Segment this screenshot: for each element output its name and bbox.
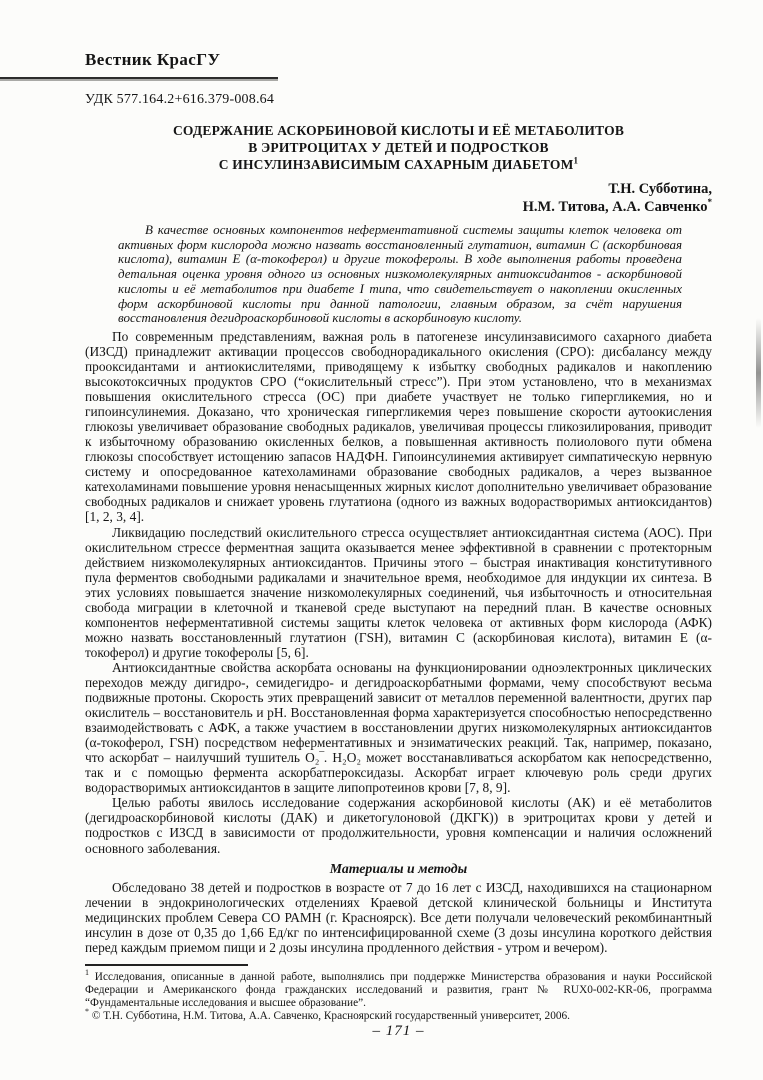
methods-paragraph: Обследовано 38 детей и подростков в возрасте от 7 до 16 лет с ИЗСД, находившихся на стационарном лечении в эндокринологических отделениях Краевой детской клинической больницы и Института медицинских проблем Севера СО РАМН (г. Красноярск). Все дети получали человеческий рекомбинантный инсулин в дозе от 0,35 до 1,66 Ед/кг по интенсифицированной схеме (3 дозы инсулина короткого действия перед каждым приемом пищи и 2 дозы инсулина продленного действия - утром и вечером).	[85, 879, 712, 955]
abstract-text: В качестве основных компонентов неферментативной системы защиты клеток человека от активных форм кислорода можно назвать восстановленный глутатион, витамин С (аскорбиновая кислота), витамин Е (α-токоферол) и другие токоферолы. В ходе выполнения работы проведена детальная оценка уровня одного из основных низкомолекулярных антиоксидантов - аскорбиновой кислоты и её метаболитов при диабете I типа, что свидетельствует о накоплении окисленных форм аскорбиновой кислоты при данной патологии, главным образом, за счёт нарушения восстановления дегидроаскорбиновой кислоты в аскорбиновую кислоту.	[118, 222, 682, 326]
article-title-line-1: СОДЕРЖАНИЕ АСКОРБИНОВОЙ КИСЛОТЫ И ЕЁ МЕТАБОЛИТОВ	[172, 123, 625, 138]
scan-artifact-streak	[756, 318, 761, 428]
footnote-2	[85, 1007, 712, 1023]
page-number: – 171 –	[372, 1023, 425, 1039]
article-body	[85, 329, 712, 955]
footnote-1-text: Исследования, описанные в данной работе, выполнялись при поддержке Министерства образования и науки Российской Федерации и Американского фонда гражданских исследований и развития, грант № RUX0-002-KR-06, программа “Фундаментальные исследования и высшее образование”.	[85, 970, 712, 1009]
footnote-block	[85, 964, 712, 1023]
article-title	[85, 122, 712, 173]
section-heading-materials-methods: Материалы и методы	[329, 860, 468, 876]
footnote-2-text: © Т.Н. Субботина, Н.М. Титова, А.А. Савченко, Красноярский государственный университет, 2006.	[91, 1010, 570, 1023]
title-footnote-marker: 1	[573, 155, 579, 166]
article-title-line-2: В ЭРИТРОЦИТАХ У ДЕТЕЙ И ПОДРОСТКОВ	[248, 140, 549, 155]
authors-block	[85, 181, 712, 216]
body-paragraph-2: Ликвидацию последствий окислительного стресса осуществляет антиоксидантная система (АОС). При окислительном стрессе ферментная защита оказывается менее эффективной в сравнении с протекторным действием низкомолекулярных антиоксидантов. Причины этого – быстрая инактивация конститутивного пула ферментов свободными радикалами и значительное время, необходимое для индукции их синтеза. В этих условиях повышается значение низкомолекулярных соединений, чья избыточность и относительная свобода миграции в клеточной и тканевой среде выступают на передний план. В качестве основных компонентов неферментативной системы защиты клеток человека от активных форм кислорода (АФК) можно назвать восстановленный глутатион (ГSH), витамин С (аскорбиновая кислота), витамин Е (α-токоферол) и другие токоферолы [5, 6].	[85, 524, 712, 660]
journal-header-title: Вестник КрасГУ	[85, 50, 221, 69]
footnote-divider	[85, 964, 248, 966]
author-line-2: Н.М. Титова, А.А. Савченко	[522, 198, 708, 215]
author-line-1: Т.Н. Субботина,	[608, 181, 712, 197]
udc-code: УДК 577.164.2+616.379-008.64	[85, 92, 275, 107]
body-paragraph-1: По современным представлениям, важная роль в патогенезе инсулинзависимого сахарного диабета (ИЗСД) принадлежит активации процессов свободнорадикального окисления (СРО): дисбалансу между прооксидантами и антиокислителями, приводящему к избытку свободных радикалов и накоплению высокотоксичных продуктов СРО (“окислительный стресс”). При этом установлено, что в механизмах повышения окислительного стресса (ОС) при диабете участвует не только гипергликемия, но и гипоинсулинемия. Доказано, что хроническая гипергликемия через повышение скорости аутоокисления глюкозы увеличивает образование свободных радикалов, увеличивая процессы гликозилирования, приводит к избыточному образованию окисленных белков, а повышенная активность полиолового пути обмена глюкозы способствует истощению запасов НАДФН. Гипоинсулинемия активирует симпатическую нервную систему и опосредованное катехоламинами образование свободных радикалов, а через вызванное катехоламинами повышение уровня ненасыщенных жирных кислот дополнительно увеличивает образование свободных радикалов и снижает уровень глутатиона (одного из важных водорастворимых антиоксидантов) [1, 2, 3, 4].	[85, 328, 712, 525]
author-footnote-marker: *	[707, 196, 712, 207]
article-title-line-3: С ИНСУЛИНЗАВИСИМЫМ САХАРНЫМ ДИАБЕТОМ	[218, 157, 574, 172]
footnote-1	[85, 968, 712, 1010]
footnote-2-marker: *	[85, 1007, 89, 1017]
footnote-1-marker: 1	[85, 968, 89, 978]
header-divider-rule	[0, 77, 278, 79]
body-paragraph-3: Антиоксидантные свойства аскорбата основаны на функционировании одноэлектронных циклических переходов между дигидро-, семидегидро- и дегидроаскорбатными формами, чему способствуют весьма подвижные протоны. Скорость этих превращений зависит от металлов переменной валентности, других пар окислитель – восстановитель и рН. Восстановленная форма характеризуется способностью непосредственно взаимодействовать с АФК, а также участием в восстановлении других низкомолекулярных антиоксидантов (α-токоферол, ГSH) посредством неферментативных и энзиматических реакций. Так, например, показано, что аскорбат – наилучший тушитель О₂‾. Н₂О₂ может восстанавливаться аскорбатом как непосредственно, так и с помощью фермента аскорбатпероксидазы. Аскорбат играет ключевую роль среди других водорастворимых антиоксидантов в защите липопротеинов крови [7, 8, 9].	[85, 659, 712, 796]
body-paragraph-4: Целью работы явилось исследование содержания аскорбиновой кислоты (АК) и её метаболитов (дегидроаскорбиновой кислоты (ДАК) и дикетогулоновой (ДКГК)) в эритроцитах крови у детей и подростков с ИЗСД в зависимости от продолжительности, уровня компенсации и наличия осложнений основного заболевания.	[85, 795, 712, 856]
